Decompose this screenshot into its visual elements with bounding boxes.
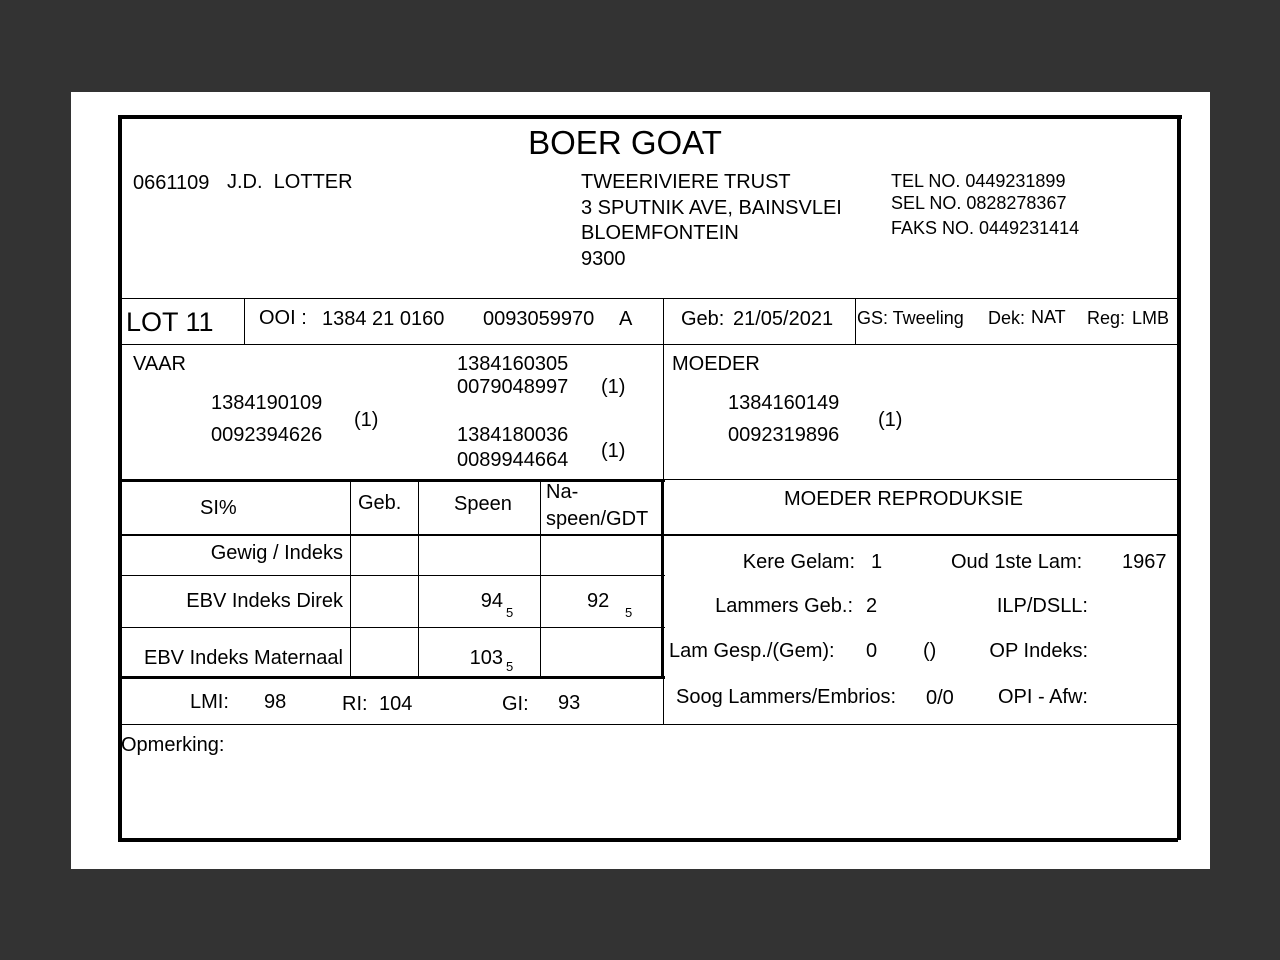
kere-gelam-value: 1 xyxy=(871,551,883,573)
contact-faks: FAKS NO. 0449231414 xyxy=(891,218,1080,238)
oud-1ste-lam-value: 1967 xyxy=(1122,551,1167,573)
vaar-dam-reg: 0089944664 xyxy=(457,449,569,471)
address-line-4: 9300 xyxy=(581,248,626,270)
reg-label: Reg: xyxy=(1087,308,1126,328)
vaar-label: VAAR xyxy=(133,353,186,375)
gi-value: 93 xyxy=(558,692,581,714)
border-right xyxy=(1177,115,1181,840)
row-label-gewig: Gewig / Indeks xyxy=(210,542,343,564)
divider-remarks xyxy=(120,724,1178,725)
lmi-label: LMI: xyxy=(190,691,229,713)
ooi-id: 1384 21 0160 xyxy=(322,308,445,330)
repro-title: MOEDER REPRODUKSIE xyxy=(784,488,1023,510)
divider-info xyxy=(120,344,1178,345)
moeder-grade: (1) xyxy=(878,409,903,431)
divider-table-header xyxy=(120,534,1178,536)
dek-label: Dek: xyxy=(988,308,1026,328)
gs-birth-status: GS: Tweeling xyxy=(857,308,964,328)
lmi-value: 98 xyxy=(264,691,287,713)
address-line-2: 3 SPUTNIK AVE, BAINSVLEI xyxy=(581,197,842,219)
row-label-ebv-maternaal: EBV Indeks Maternaal xyxy=(144,647,343,669)
divider-table-bottom xyxy=(120,676,665,679)
ooi-grade: A xyxy=(619,308,633,330)
moeder-label: MOEDER xyxy=(672,353,760,375)
ooi-reg: 0093059970 xyxy=(483,308,595,330)
kere-gelam-label: Kere Gelam: xyxy=(742,551,855,573)
header-na: Na- xyxy=(546,481,579,503)
vaar-grade: (1) xyxy=(354,409,379,431)
header-speen: Speen xyxy=(454,493,512,515)
vaar-dam-grade: (1) xyxy=(601,440,626,462)
breeder-code: 0661109 xyxy=(133,172,210,194)
dek-value: NAT xyxy=(1031,307,1066,327)
border-bottom xyxy=(118,838,1178,842)
breeder-name: J.D. LOTTER xyxy=(227,171,353,193)
divider-row-2 xyxy=(120,627,665,628)
vaar-reg: 0092394626 xyxy=(211,424,323,446)
header-speen-gdt: speen/GDT xyxy=(546,508,649,530)
moeder-reg: 0092319896 xyxy=(728,424,840,446)
ooi-label: OOI : xyxy=(259,307,307,329)
gi-label: GI: xyxy=(502,693,529,715)
oud-1ste-lam-label: Oud 1ste Lam: xyxy=(951,551,1083,573)
lam-gesp-value: 0 xyxy=(866,640,878,662)
divider-repro-top xyxy=(663,479,1178,480)
moeder-id: 1384160149 xyxy=(728,392,840,414)
reg-value: LMB xyxy=(1132,308,1170,328)
lam-gem-value: () xyxy=(923,640,937,662)
birth-date: 21/05/2021 xyxy=(733,308,834,330)
ebv-maternaal-speen: 103 xyxy=(469,647,503,669)
vaar-sire-grade: (1) xyxy=(601,376,626,398)
ri-value: 104 xyxy=(379,693,413,715)
ri-label: RI: xyxy=(342,693,368,715)
row-label-ebv-direk: EBV Indeks Direk xyxy=(186,590,343,612)
header-geb: Geb. xyxy=(358,492,402,514)
ebv-direk-speen: 94 xyxy=(480,590,503,612)
address-line-1: TWEERIVIERE TRUST xyxy=(581,171,791,193)
ebv-direk-speen-sub: 5 xyxy=(506,605,514,620)
vaar-sire-reg: 0079048997 xyxy=(457,376,569,398)
divider-table-top xyxy=(120,479,665,482)
birth-date-label: Geb: xyxy=(681,308,725,330)
border-top xyxy=(118,115,1182,119)
opi-afw-label: OPI - Afw: xyxy=(997,686,1088,708)
divider-gs xyxy=(855,298,856,344)
header-si-percent: SI% xyxy=(200,497,237,519)
card-title: BOER GOAT xyxy=(528,124,722,161)
lammers-geb-label: Lammers Geb.: xyxy=(715,595,853,617)
divider-row-1 xyxy=(120,575,665,576)
lot-number: LOT 11 xyxy=(126,307,214,337)
soog-lammers-label: Soog Lammers/Embrios: xyxy=(676,686,897,708)
vaar-dam-id: 1384180036 xyxy=(457,424,569,446)
soog-lammers-value: 0/0 xyxy=(926,687,954,709)
ilp-dsll-label: ILP/DSLL: xyxy=(996,595,1088,617)
ebv-maternaal-speen-sub: 5 xyxy=(506,659,514,674)
ebv-direk-naspeen-sub: 5 xyxy=(625,605,633,620)
border-left xyxy=(118,115,122,840)
divider-lot xyxy=(244,298,245,344)
lammers-geb-value: 2 xyxy=(866,595,878,617)
divider-header xyxy=(120,298,1178,299)
vaar-sire-id: 1384160305 xyxy=(457,353,569,375)
contact-sel: SEL NO. 0828278367 xyxy=(891,193,1067,213)
contact-tel: TEL NO. 0449231899 xyxy=(891,171,1066,191)
lot-card-sheet xyxy=(71,92,1210,869)
address-line-3: BLOEMFONTEIN xyxy=(581,222,739,244)
lam-gesp-label: Lam Gesp./(Gem): xyxy=(669,640,835,662)
op-indeks-label: OP Indeks: xyxy=(989,640,1088,662)
remarks-label: Opmerking: xyxy=(121,734,225,756)
ebv-direk-naspeen: 92 xyxy=(587,590,610,612)
vaar-id: 1384190109 xyxy=(211,392,323,414)
